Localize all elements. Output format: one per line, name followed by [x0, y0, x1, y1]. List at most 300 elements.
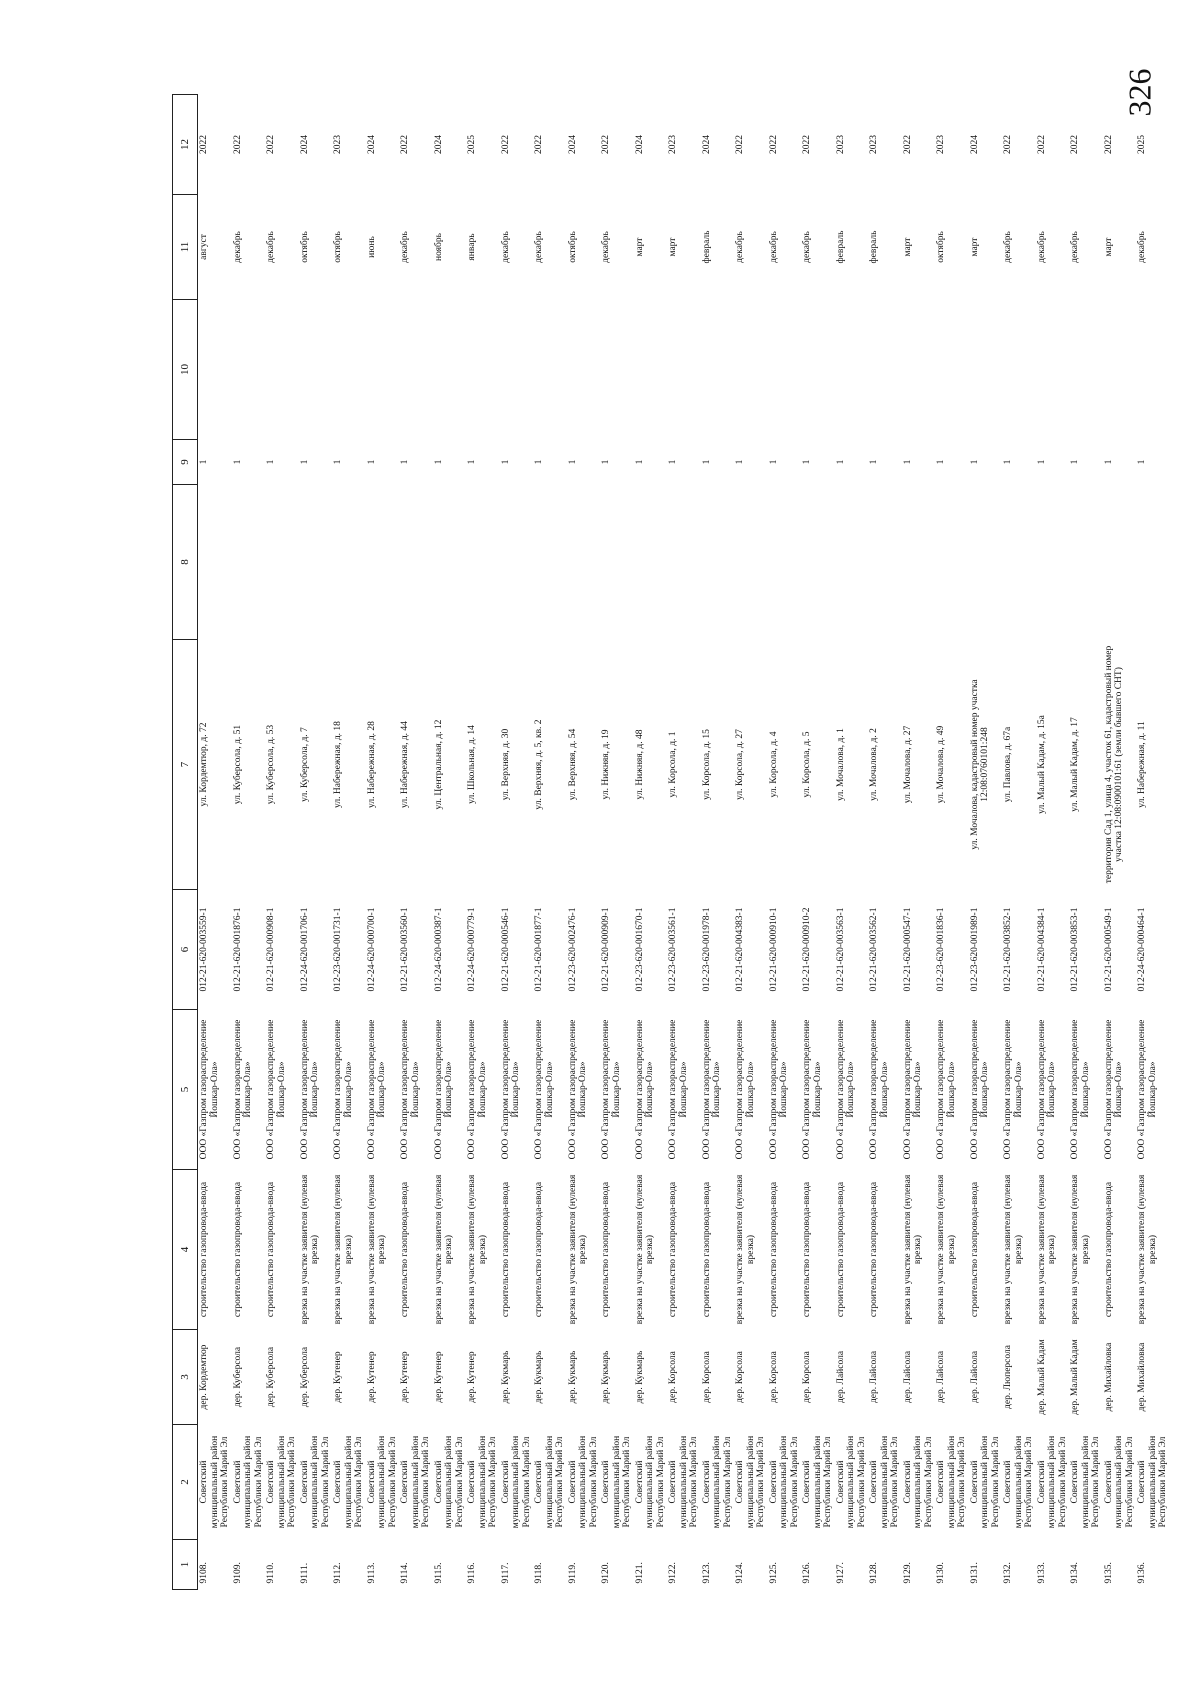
table-cell: 012-21-620-004384-1: [1036, 907, 1047, 992]
table-cell: декабрь: [601, 231, 611, 263]
table-cell: 2023: [835, 135, 846, 154]
table-cell: декабрь: [1070, 231, 1080, 263]
table-cell: дер. Михайловка: [1103, 1342, 1114, 1412]
table-cell: 9113.: [366, 1562, 377, 1584]
table-cell: июнь: [366, 236, 377, 258]
table-cell: Советский муниципальный район Республики Марий Эл: [266, 1435, 297, 1529]
table-cell: дер. Лайсола: [936, 1350, 946, 1404]
table-row: [533, 95, 567, 1590]
table-row: [935, 95, 969, 1590]
table-cell: [366, 485, 400, 640]
table-cell: 9122.: [668, 1562, 678, 1584]
table-row: [567, 95, 601, 1590]
table-row: [1103, 95, 1137, 1590]
table-cell: врезка на участке заявителя (нулевая врезка): [1036, 1174, 1057, 1325]
table-cell: 1: [701, 459, 712, 465]
table-cell: 2022: [768, 135, 779, 154]
table-cell: октябрь: [299, 231, 310, 263]
table-cell: 012-21-620-004383-1: [735, 907, 745, 992]
table-cell: октябрь: [936, 231, 946, 263]
table-cell: Советский муниципальный район Республики Марий Эл: [299, 1435, 331, 1529]
table-cell: [198, 300, 232, 440]
table-cell: врезка на участке заявителя (нулевая врезка): [366, 1174, 387, 1325]
table-cell: [399, 300, 433, 440]
table-cell: [600, 300, 634, 440]
table-row: [299, 95, 333, 1590]
table-cell: [500, 485, 534, 640]
table-cell: 9115.: [433, 1562, 444, 1584]
table-cell: 2024: [567, 135, 578, 154]
table-cell: ООО «Газпром газораспределение Йошкар-Ола»: [1036, 1019, 1057, 1160]
table-cell: дер. Кукмарь: [500, 1350, 511, 1404]
table-cell: [701, 485, 735, 640]
table-cell: 1: [1036, 459, 1047, 465]
table-cell: ул. Верхняя, д. 5, кв. 2: [534, 719, 544, 810]
gasification-table: [172, 94, 1170, 1590]
table-cell: Советский муниципальный район Республики Марий Эл: [768, 1435, 800, 1529]
table-row: [366, 95, 400, 1590]
table-cell: ООО «Газпром газораспределение Йошкар-Ола»: [1137, 1019, 1158, 1160]
table-cell: 1: [601, 459, 611, 465]
table-cell: строительство газопровода-ввода: [802, 1181, 812, 1318]
table-cell: территория Сад 1, улица 4, участок 61, кадастровый номер участка 12:08:0900101:61 (земли бывшего СНТ): [1103, 645, 1124, 884]
table-cell: Советский муниципальный район Республики Марий Эл: [400, 1435, 431, 1529]
table-cell: дер. Корсола: [668, 1351, 678, 1403]
table-cell: [835, 485, 869, 640]
table-cell: декабрь: [400, 231, 410, 263]
table-cell: 1: [668, 459, 678, 465]
table-cell: 2022: [534, 135, 544, 154]
table-cell: 2022: [735, 135, 745, 154]
table-cell: ул. Нижняя, д. 48: [634, 729, 645, 800]
table-cell: 2023: [936, 135, 946, 154]
table-cell: строительство газопровода-ввода: [668, 1181, 678, 1318]
table-cell: ООО «Газпром газораспределение Йошкар-Ола»: [534, 1019, 555, 1160]
table-cell: 1: [366, 459, 377, 465]
table-cell: врезка на участке заявителя (нулевая врезка): [1137, 1174, 1158, 1325]
table-cell: 2022: [400, 135, 410, 154]
table-cell: Советский муниципальный район Республики Марий Эл: [1036, 1435, 1068, 1529]
table-cell: ул. Малый Кадам, д. 17: [1070, 717, 1080, 812]
table-cell: ул. Верхняя, д. 30: [500, 728, 511, 801]
table-row: [902, 95, 936, 1590]
table-cell: декабрь: [500, 231, 511, 263]
table-cell: 9123.: [701, 1562, 712, 1584]
table-cell: Советский муниципальный район Республики Марий Эл: [467, 1435, 498, 1529]
table-cell: дер. Корсола: [701, 1351, 712, 1403]
table-cell: ул. Корсола, д. 4: [768, 731, 779, 798]
table-cell: 9109.: [232, 1562, 243, 1584]
table-cell: [232, 485, 266, 640]
table-cell: ООО «Газпром газораспределение Йошкар-Ола»: [199, 1019, 220, 1160]
table-cell: ул. Куберсола, д. 53: [266, 724, 276, 805]
table-cell: декабрь: [1003, 231, 1013, 263]
table-cell: [466, 300, 500, 440]
table-cell: ООО «Газпром газораспределение Йошкар-Ола»: [299, 1019, 320, 1160]
table-cell: Советский муниципальный район Республики Марий Эл: [333, 1435, 364, 1529]
table-row: [600, 95, 634, 1590]
table-cell: 012-21-620-000908-1: [266, 907, 276, 992]
column-header: 4: [173, 1170, 198, 1330]
table-cell: [868, 485, 902, 640]
table-cell: ООО «Газпром газораспределение Йошкар-Ола»: [902, 1019, 923, 1160]
column-header: 5: [173, 1010, 198, 1170]
table-cell: Советский муниципальный район Республики Марий Эл: [1103, 1435, 1135, 1529]
column-header: 3: [173, 1330, 198, 1425]
table-cell: ООО «Газпром газораспределение Йошкар-Ола»: [601, 1019, 622, 1160]
table-cell: [935, 485, 969, 640]
column-header: 9: [173, 440, 198, 485]
table-cell: 012-21-620-000910-1: [768, 907, 779, 992]
column-header: 8: [173, 485, 198, 640]
table-cell: ООО «Газпром газораспределение Йошкар-Ола»: [802, 1019, 823, 1160]
table-cell: ООО «Газпром газораспределение Йошкар-Ола»: [400, 1019, 421, 1160]
table-cell: ул. Павлова, д. 67а: [1003, 726, 1013, 803]
table-cell: 1: [768, 459, 779, 465]
table-cell: [533, 485, 567, 640]
table-cell: [198, 485, 232, 640]
table-cell: 9111.: [299, 1562, 310, 1584]
table-cell: 012-21-620-000549-1: [1103, 907, 1114, 992]
table-cell: ООО «Газпром газораспределение Йошкар-Ола»: [232, 1019, 253, 1160]
table-cell: дер. Малый Кадам: [1070, 1339, 1080, 1415]
table-cell: ул. Кордемтюр, д. 72: [199, 722, 209, 807]
table-cell: октябрь: [567, 231, 578, 263]
table-cell: 1: [835, 459, 846, 465]
table-cell: 9135.: [1103, 1562, 1114, 1584]
table-cell: 012-21-620-000909-1: [601, 907, 611, 992]
table-cell: 1: [400, 459, 410, 465]
table-cell: Советский муниципальный район Республики Марий Эл: [701, 1435, 733, 1529]
table-cell: [1103, 300, 1137, 440]
table-cell: 012-23-620-001978-1: [701, 907, 712, 992]
table-cell: декабрь: [802, 231, 812, 263]
table-cell: 9118.: [534, 1562, 544, 1584]
table-cell: ООО «Газпром газораспределение Йошкар-Ола»: [333, 1019, 354, 1160]
table-cell: 2024: [969, 135, 980, 154]
table-cell: 2023: [668, 135, 678, 154]
table-cell: ул. Корсола, д. 15: [701, 729, 712, 800]
table-cell: врезка на участке заявителя (нулевая врезка): [936, 1174, 957, 1325]
table-cell: 2022: [1103, 135, 1114, 154]
table-cell: январь: [467, 233, 477, 261]
table-cell: 9112.: [333, 1562, 343, 1584]
table-cell: [567, 485, 601, 640]
table-cell: дер. Кутенер: [366, 1351, 377, 1403]
table-cell: дер. Корсола: [802, 1351, 812, 1403]
table-cell: ул. Мочалова, д. 49: [936, 725, 946, 804]
table-row: [433, 95, 467, 1590]
table-cell: [1002, 485, 1036, 640]
table-cell: 9126.: [802, 1562, 812, 1584]
table-cell: дер. Куберсола: [299, 1346, 310, 1408]
table-cell: 1: [467, 459, 477, 465]
table-cell: дер. Кордемтюр: [199, 1344, 209, 1410]
table-cell: Советский муниципальный район Республики Марий Эл: [366, 1435, 398, 1529]
table-cell: Советский муниципальный район Республики Марий Эл: [668, 1435, 699, 1529]
table-cell: 2022: [500, 135, 511, 154]
table-cell: Советский муниципальный район Республики Марий Эл: [567, 1435, 599, 1529]
table-cell: 1: [902, 459, 913, 465]
table-cell: врезка на участке заявителя (нулевая врезка): [567, 1174, 588, 1325]
table-cell: [634, 485, 668, 640]
table-cell: Советский муниципальный район Республики Марий Эл: [634, 1435, 666, 1529]
table-cell: дер. Лайсола: [902, 1350, 913, 1404]
table-cell: 012-24-620-000464-1: [1137, 907, 1147, 992]
table-cell: 2024: [634, 135, 645, 154]
table-cell: 2022: [802, 135, 812, 154]
table-cell: [902, 300, 936, 440]
table-cell: строительство газопровода-ввода: [601, 1181, 611, 1318]
table-cell: 012-21-620-003560-1: [400, 907, 410, 992]
column-header: 1: [173, 1540, 198, 1590]
table-cell: ул. Корсола, д. 1: [668, 731, 678, 798]
table-cell: 2025: [1137, 135, 1147, 154]
table-wrapper: [172, 95, 1168, 1590]
table-cell: строительство газопровода-ввода: [768, 1181, 779, 1318]
table-cell: 9119.: [567, 1562, 578, 1584]
table-cell: декабрь: [266, 231, 276, 263]
table-row: [634, 95, 668, 1590]
table-cell: [634, 300, 668, 440]
table-cell: 012-23-620-003561-1: [668, 907, 678, 992]
table-cell: 2022: [232, 135, 243, 154]
table-cell: строительство газопровода-ввода: [199, 1181, 209, 1318]
table-cell: 2022: [1036, 135, 1047, 154]
table-cell: [902, 485, 936, 640]
table-row: [500, 95, 534, 1590]
rotated-table-container: [172, 95, 1168, 1590]
table-cell: 2022: [1003, 135, 1013, 154]
table-row: [198, 95, 232, 1590]
table-cell: врезка на участке заявителя (нулевая врезка): [433, 1174, 454, 1325]
table-cell: 012-21-620-000910-2: [802, 907, 812, 992]
table-row: [734, 95, 768, 1590]
table-cell: 1: [1003, 459, 1013, 465]
table-cell: строительство газопровода-ввода: [266, 1181, 276, 1318]
table-cell: август: [199, 234, 209, 260]
table-cell: 012-21-620-000547-1: [902, 907, 913, 992]
table-cell: февраль: [869, 230, 879, 264]
table-cell: 1: [869, 459, 879, 465]
table-cell: декабрь: [534, 231, 544, 263]
table-row: [265, 95, 299, 1590]
table-cell: 9108.: [199, 1562, 209, 1584]
table-cell: [433, 485, 467, 640]
table-cell: 9127.: [835, 1562, 846, 1584]
table-cell: ул. Нижняя, д. 19: [601, 729, 611, 800]
table-cell: врезка на участке заявителя (нулевая врезка): [902, 1174, 923, 1325]
table-cell: 1: [500, 459, 511, 465]
table-cell: март: [634, 237, 645, 257]
table-cell: [1136, 485, 1170, 640]
table-cell: [500, 300, 534, 440]
table-cell: Советский муниципальный район Республики Марий Эл: [232, 1435, 264, 1529]
table-cell: 2024: [433, 135, 444, 154]
table-cell: 9128.: [869, 1562, 879, 1584]
table-cell: ООО «Газпром газораспределение Йошкар-Ола»: [1003, 1019, 1024, 1160]
table-cell: ул. Набережная, д. 11: [1137, 721, 1147, 808]
table-cell: строительство газопровода-ввода: [701, 1181, 712, 1318]
table-cell: Советский муниципальный район Республики Марий Эл: [1003, 1435, 1034, 1529]
table-cell: строительство газопровода-ввода: [500, 1181, 511, 1318]
table-cell: 9120.: [601, 1562, 611, 1584]
table-row: [1136, 95, 1170, 1590]
table-cell: [232, 300, 266, 440]
table-cell: дер. Корсола: [768, 1351, 779, 1403]
table-cell: декабрь: [768, 231, 779, 263]
table-cell: октябрь: [333, 231, 343, 263]
table-cell: ООО «Газпром газораспределение Йошкар-Ола»: [768, 1019, 789, 1160]
table-row: [1002, 95, 1036, 1590]
table-cell: Советский муниципальный район Республики Марий Эл: [835, 1435, 867, 1529]
table-cell: ООО «Газпром газораспределение Йошкар-Ола»: [1103, 1019, 1124, 1160]
table-cell: 9121.: [634, 1562, 645, 1584]
column-header: 11: [173, 195, 198, 300]
table-cell: [667, 485, 701, 640]
table-cell: ООО «Газпром газораспределение Йошкар-Ола»: [1070, 1019, 1091, 1160]
table-cell: февраль: [835, 230, 846, 264]
table-cell: Советский муниципальный район Республики Марий Эл: [869, 1435, 900, 1529]
table-cell: 1: [735, 459, 745, 465]
table-cell: Советский муниципальный район Республики Марий Эл: [1137, 1435, 1168, 1529]
table-cell: 1: [299, 459, 310, 465]
table-cell: [1036, 485, 1070, 640]
table-cell: дер. Лайсола: [835, 1350, 846, 1404]
table-cell: [332, 300, 366, 440]
table-cell: 9110.: [266, 1562, 276, 1584]
table-row: [332, 95, 366, 1590]
table-cell: ул. Корсола, д. 5: [802, 731, 812, 798]
table-cell: [1069, 485, 1103, 640]
table-cell: [1036, 300, 1070, 440]
table-cell: Советский муниципальный район Республики Марий Эл: [534, 1435, 565, 1529]
table-cell: март: [1103, 237, 1114, 257]
table-cell: 1: [199, 459, 209, 465]
table-cell: [667, 300, 701, 440]
table-cell: [768, 300, 802, 440]
table-cell: врезка на участке заявителя (нулевая врезка): [333, 1174, 354, 1325]
table-cell: [265, 300, 299, 440]
table-row: [835, 95, 869, 1590]
table-cell: [801, 485, 835, 640]
table-cell: 9116.: [467, 1562, 477, 1584]
table-cell: Советский муниципальный район Республики Марий Эл: [199, 1435, 230, 1529]
header-row: [173, 95, 198, 1590]
table-cell: строительство газопровода-ввода: [400, 1181, 410, 1318]
table-cell: февраль: [701, 230, 712, 264]
table-cell: ООО «Газпром газораспределение Йошкар-Ола»: [500, 1019, 521, 1160]
table-cell: дер. Михайловка: [1137, 1342, 1147, 1412]
table-cell: 012-24-620-000700-1: [366, 907, 377, 992]
table-cell: врезка на участке заявителя (нулевая врезка): [735, 1174, 756, 1325]
table-cell: дер. Корсола: [735, 1351, 745, 1403]
table-cell: врезка на участке заявителя (нулевая врезка): [299, 1174, 320, 1325]
table-cell: [868, 300, 902, 440]
table-cell: дер. Лайсола: [869, 1350, 879, 1404]
table-cell: дер. Кукмарь: [567, 1350, 578, 1404]
table-cell: ООО «Газпром газораспределение Йошкар-Ола»: [969, 1019, 990, 1160]
table-cell: строительство газопровода-ввода: [835, 1181, 846, 1318]
table-cell: 9114.: [400, 1562, 410, 1584]
table-cell: ООО «Газпром газораспределение Йошкар-Ола»: [735, 1019, 756, 1160]
table-row: [466, 95, 500, 1590]
table-cell: 012-24-620-001706-1: [299, 907, 310, 992]
table-cell: 9134.: [1070, 1562, 1080, 1584]
table-cell: 9129.: [902, 1562, 913, 1584]
table-cell: врезка на участке заявителя (нулевая врезка): [1070, 1174, 1091, 1325]
table-cell: [801, 300, 835, 440]
table-cell: Советский муниципальный район Республики Марий Эл: [902, 1435, 934, 1529]
table-cell: 1: [232, 459, 243, 465]
table-cell: ул. Мочалова, д. 2: [869, 728, 879, 801]
table-cell: ООО «Газпром газораспределение Йошкар-Ола»: [366, 1019, 387, 1160]
table-cell: 012-21-620-001876-1: [232, 907, 243, 992]
table-cell: дер. Кутенер: [400, 1351, 410, 1403]
page-number-text: 326: [1121, 68, 1158, 117]
table-cell: Советский муниципальный район Республики Марий Эл: [601, 1435, 632, 1529]
table-cell: Советский муниципальный район Республики Марий Эл: [735, 1435, 766, 1529]
table-cell: 1: [433, 459, 444, 465]
table-cell: ул. Набережная, д. 44: [400, 721, 410, 808]
table-cell: 2025: [467, 135, 477, 154]
table-cell: [399, 485, 433, 640]
table-cell: 2023: [869, 135, 879, 154]
table-cell: 012-21-620-001877-1: [534, 907, 544, 992]
table-cell: декабрь: [1137, 231, 1147, 263]
table-cell: 012-21-620-003852-1: [1003, 907, 1013, 992]
table-cell: 1: [634, 459, 645, 465]
table-row: [768, 95, 802, 1590]
table-cell: декабрь: [1036, 231, 1047, 263]
table-cell: [1002, 300, 1036, 440]
table-cell: Советский муниципальный район Республики Марий Эл: [433, 1435, 465, 1529]
table-cell: строительство газопровода-ввода: [869, 1181, 879, 1318]
table-cell: дер. Кутенер: [333, 1351, 343, 1403]
table-cell: дер. Куберсола: [266, 1346, 276, 1408]
table-cell: Советский муниципальный район Республики Марий Эл: [802, 1435, 833, 1529]
table-cell: Советский муниципальный район Республики Марий Эл: [936, 1435, 967, 1529]
table-cell: 9130.: [936, 1562, 946, 1584]
table-row: [868, 95, 902, 1590]
table-cell: 1: [936, 459, 946, 465]
table-cell: 2022: [601, 135, 611, 154]
table-body: [198, 95, 1170, 1590]
table-cell: ул. Набережная, д. 18: [333, 721, 343, 808]
table-cell: 2023: [333, 135, 343, 154]
table-row: [701, 95, 735, 1590]
table-cell: [734, 300, 768, 440]
table-cell: [1136, 300, 1170, 440]
table-row: [667, 95, 701, 1590]
table-cell: ноябрь: [433, 233, 444, 261]
table-cell: дер. Куберсола: [232, 1346, 243, 1408]
table-row: [399, 95, 433, 1590]
table-cell: [299, 300, 333, 440]
table-cell: ООО «Газпром газораспределение Йошкар-Ола»: [701, 1019, 722, 1160]
table-cell: [969, 485, 1003, 640]
table-cell: 1: [969, 459, 980, 465]
column-header: 6: [173, 890, 198, 1010]
table-cell: 012-21-620-003559-1: [199, 907, 209, 992]
table-cell: ООО «Газпром газораспределение Йошкар-Ола»: [835, 1019, 856, 1160]
table-cell: строительство газопровода-ввода: [534, 1181, 544, 1318]
table-cell: 2022: [199, 135, 209, 154]
table-cell: дер. Кутенер: [467, 1351, 477, 1403]
table-cell: Советский муниципальный район Республики Марий Эл: [969, 1435, 1001, 1529]
table-cell: ул. Куберсола, д. 7: [299, 727, 310, 802]
table-cell: [366, 300, 400, 440]
